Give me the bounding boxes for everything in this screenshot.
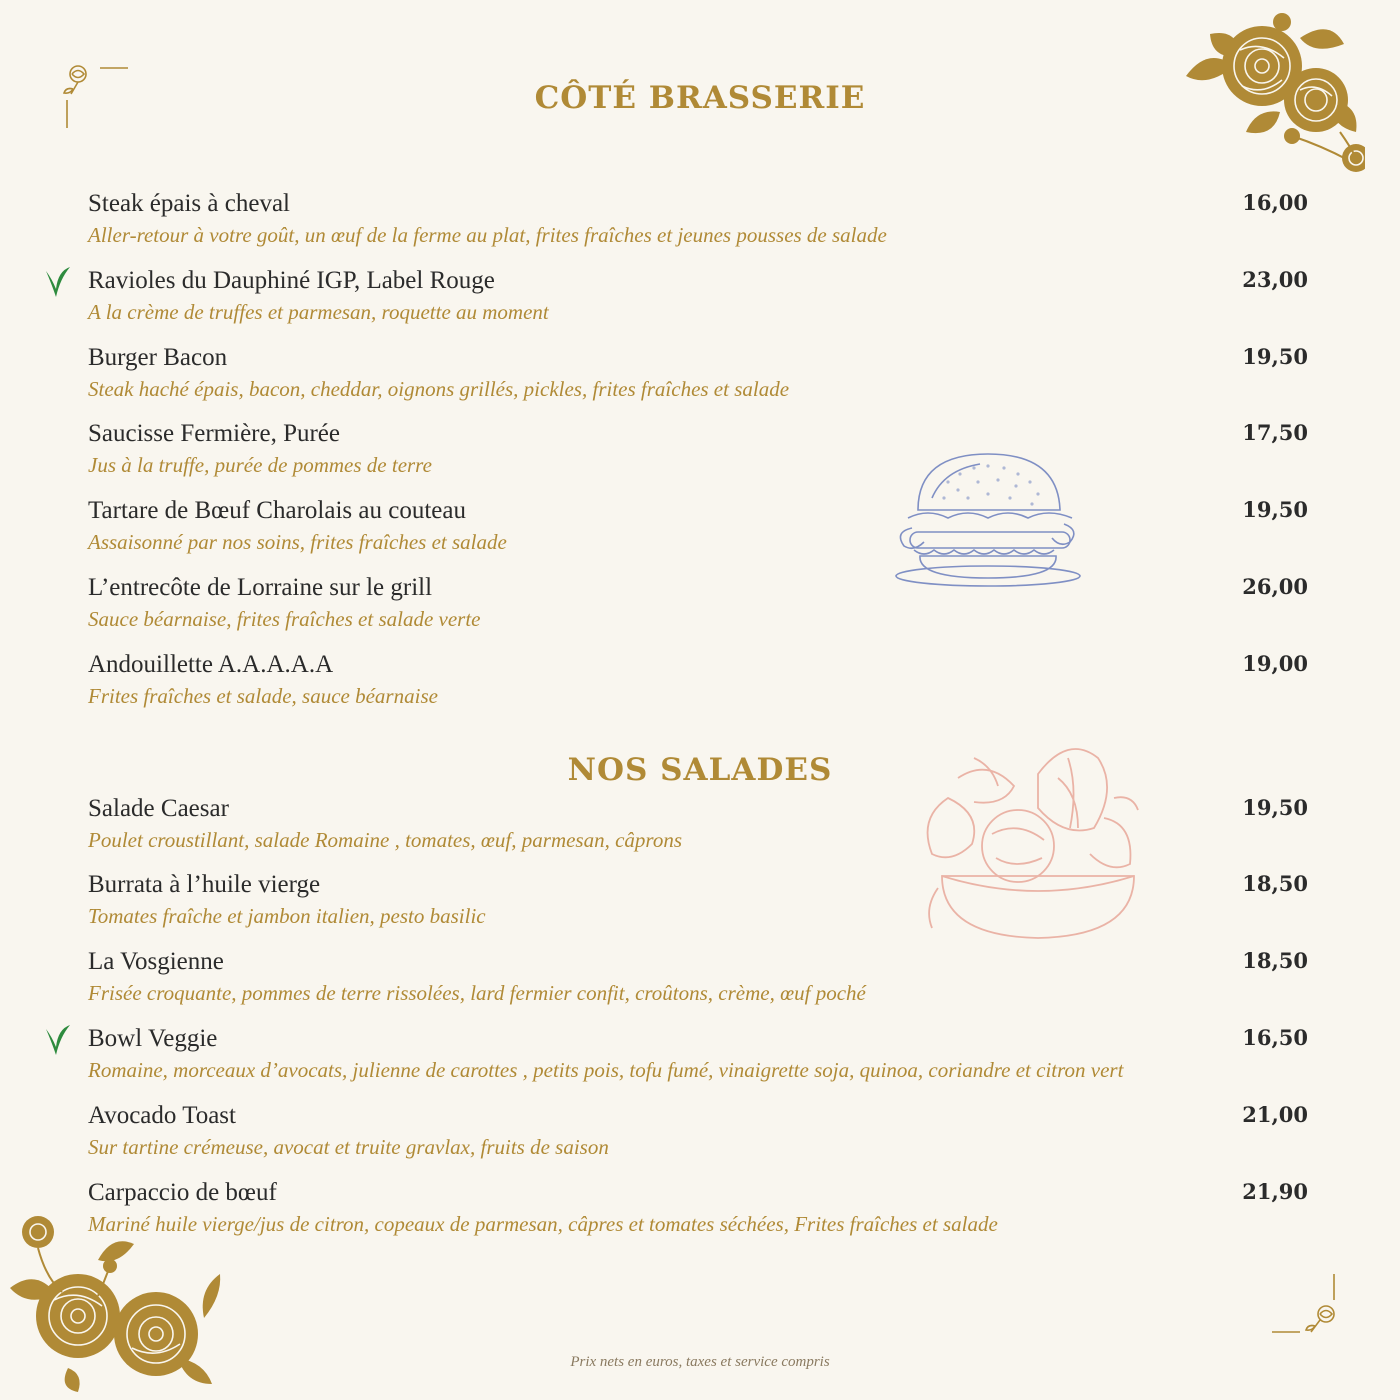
item-description: Aller-retour à votre goût, un œuf de la ferme au plat, frites fraîches et jeunes pousses de salade	[88, 223, 887, 247]
item-name: Avocado Toast	[88, 1102, 236, 1129]
item-price: 18,50	[1242, 871, 1308, 896]
item-description: Mariné huile vierge/jus de citron, copeaux de parmesan, câpres et tomates séchées, Frites fraîches et salade	[88, 1212, 998, 1236]
menu-item	[88, 190, 1308, 260]
item-description: Frisée croquante, pommes de terre rissolées, lard fermier confit, croûtons, crème, œuf poché	[88, 981, 866, 1005]
item-name: Saucisse Fermière, Purée	[88, 420, 341, 447]
item-name: Andouillette A.A.A.A.A	[88, 651, 334, 678]
item-name: Carpaccio de bœuf	[88, 1179, 277, 1206]
menu-item	[88, 267, 1308, 337]
item-description: Sur tartine crémeuse, avocat et truite gravlax, fruits de saison	[88, 1135, 609, 1159]
leaf-icon	[42, 263, 72, 299]
item-description: Steak haché épais, bacon, cheddar, oignons grillés, pickles, frites fraîches et salade	[88, 377, 790, 401]
item-price: 19,50	[1242, 344, 1308, 369]
item-price: 21,90	[1242, 1179, 1308, 1204]
item-description: Frites fraîches et salade, sauce béarnaise	[88, 684, 438, 708]
menu-item	[88, 344, 1308, 414]
item-description: Romaine, morceaux d’avocats, julienne de carottes , petits pois, tofu fumé, vinaigrette soja, quinoa, coriandre et citron vert	[88, 1058, 1124, 1082]
item-price: 18,50	[1242, 948, 1308, 973]
item-description: Jus à la truffe, purée de pommes de terre	[88, 453, 432, 477]
leaf-icon	[42, 1021, 72, 1057]
item-name: Tartare de Bœuf Charolais au couteau	[88, 497, 466, 524]
item-name: Burrata à l’huile vierge	[88, 871, 321, 898]
menu-item	[88, 1179, 1308, 1249]
item-price: 16,00	[1242, 190, 1308, 215]
menu-item	[88, 795, 1308, 865]
menu-item	[88, 871, 1308, 941]
item-price: 19,50	[1242, 795, 1308, 820]
item-description: Poulet croustillant, salade Romaine , tomates, œuf, parmesan, câprons	[88, 828, 682, 852]
item-price: 17,50	[1242, 420, 1308, 445]
small-rose-ornament-bottom-right	[1268, 1270, 1348, 1346]
item-description: A la crème de truffes et parmesan, roquette au moment	[88, 300, 549, 324]
price-note-footer: Prix nets en euros, taxes et service compris	[570, 1354, 830, 1370]
item-name: Burger Bacon	[88, 344, 228, 371]
section-title-brasserie: CÔTÉ BRASSERIE	[534, 80, 866, 116]
item-name: Steak épais à cheval	[88, 190, 290, 217]
item-name: La Vosgienne	[88, 948, 224, 975]
item-price: 19,00	[1242, 651, 1308, 676]
item-name: Bowl Veggie	[88, 1025, 218, 1052]
menu-item	[88, 1025, 1308, 1095]
item-name: L’entrecôte de Lorraine sur le grill	[88, 574, 433, 601]
menu-item	[88, 948, 1308, 1018]
item-price: 21,00	[1242, 1102, 1308, 1127]
item-description: Assaisonné par nos soins, frites fraîches et salade	[88, 530, 507, 554]
menu-item	[88, 420, 1308, 490]
item-description: Sauce béarnaise, frites fraîches et salade verte	[88, 607, 481, 631]
menu-item	[88, 1102, 1308, 1172]
menu-item	[88, 651, 1308, 721]
item-price: 19,50	[1242, 497, 1308, 522]
menu-item	[88, 574, 1308, 644]
item-price: 16,50	[1242, 1025, 1308, 1050]
menu-item	[88, 497, 1308, 567]
item-price: 26,00	[1242, 574, 1308, 599]
item-price: 23,00	[1242, 267, 1308, 292]
item-description: Tomates fraîche et jambon italien, pesto basilic	[88, 904, 486, 928]
item-name: Ravioles du Dauphiné IGP, Label Rouge	[88, 267, 495, 294]
section-title-salades: NOS SALADES	[567, 752, 833, 788]
item-name: Salade Caesar	[88, 795, 229, 822]
